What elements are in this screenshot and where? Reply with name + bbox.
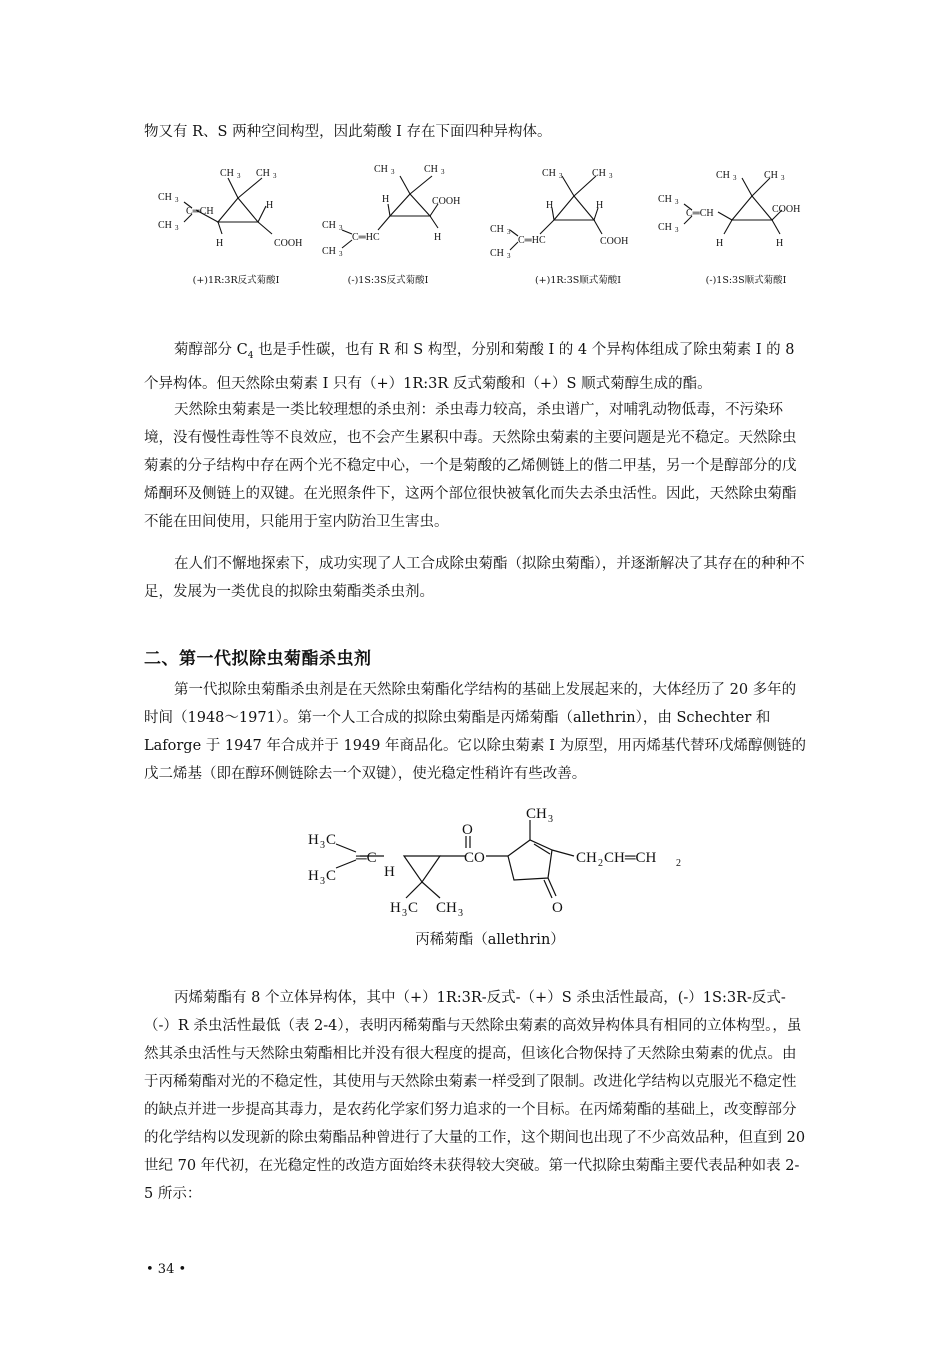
svg-text:CH: CH (374, 164, 388, 175)
isomer-4-structure (658, 170, 800, 249)
svg-text:C═HC: C═HC (352, 232, 380, 243)
svg-text:C═CH: C═CH (186, 206, 214, 217)
svg-text:CH: CH (576, 850, 597, 866)
svg-text:3: 3 (320, 840, 325, 851)
svg-text:3: 3 (548, 814, 553, 825)
svg-text:3: 3 (320, 876, 325, 887)
allethrin-caption: 丙稀菊酯（allethrin） (415, 932, 565, 948)
svg-text:CH: CH (490, 248, 504, 259)
svg-text:CH: CH (764, 170, 778, 181)
paragraph-isomers-intro: 物又有 R、S 两种空间构型，因此菊酸 I 存在下面四种异构体。 (144, 124, 552, 140)
allethrin-structure (0, 792, 952, 932)
page-number: • 34 • (146, 1262, 187, 1277)
svg-text:CH: CH (220, 168, 234, 179)
svg-text:H: H (216, 238, 224, 249)
svg-text:3: 3 (507, 228, 511, 236)
svg-text:CH: CH (542, 168, 556, 179)
svg-text:CH: CH (256, 168, 270, 179)
paragraph-allethrin-isomers: 丙烯菊酯有 8 个立体异构体，其中（+）1R:3R-反式-（+）S 杀虫活性最高，(-）1S:3R-反式-（-）R 杀虫活性最低（表 2-4），表明丙稀菊酯与天然除虫菊素的高效异构体具有相同的立体构型。，虽然其杀虫活性与天然除虫菊酯相比并没有很大程度的提高，但该化合物保持了天然除虫菊素的优点。由于丙稀菊酯对光的不稳定性，其使用与天然除虫菊素一样受到了限制。改进化学结构以克服光不稳定性的缺点并进一步提高其毒力，是农药化学家们努力追求的一个目标。在丙烯菊酯的基础上，改变醇部分的化学结构以发现新的除虫菊酯品种曾进行了大量的工作，这个期间也出现了不少高效品种，但直到 20 世纪 70 年代初，在光稳定性的改造方面始终未获得较大突破。第一代拟除虫菊酯主要代表品种如表 2-5 所示： (144, 990, 806, 1202)
paragraph-synthetic-pyrethroids: 在人们不懈地探索下，成功实现了人工合成除虫菊酯（拟除虫菊酯），并逐渐解决了其存在的种种不足，发展为一类优良的拟除虫菊酯类杀虫剂。 (144, 556, 805, 600)
svg-text:3: 3 (175, 224, 179, 232)
svg-text:C: C (408, 900, 419, 916)
svg-text:3: 3 (733, 174, 737, 182)
isomer-3-label: (+)1R:3S顺式菊酸I (534, 275, 622, 286)
svg-text:CH: CH (658, 194, 672, 205)
svg-text:3: 3 (781, 174, 785, 182)
svg-text:CH: CH (490, 224, 504, 235)
svg-text:H: H (390, 900, 401, 916)
svg-text:CH: CH (526, 806, 547, 822)
svg-text:O: O (462, 822, 473, 838)
svg-text:2: 2 (598, 858, 603, 869)
svg-text:3: 3 (175, 196, 179, 204)
svg-text:3: 3 (675, 198, 679, 206)
svg-text:O: O (552, 900, 563, 916)
svg-text:H: H (434, 232, 442, 243)
svg-text:H: H (382, 194, 390, 205)
svg-text:H: H (776, 238, 784, 249)
svg-text:3: 3 (458, 908, 463, 919)
svg-text:CH: CH (158, 220, 172, 231)
svg-text:C═HC: C═HC (518, 235, 546, 246)
svg-text:C═CH: C═CH (686, 208, 714, 219)
svg-text:CO: CO (464, 850, 485, 866)
svg-text:H: H (266, 200, 274, 211)
isomer-1-structure (158, 168, 302, 249)
svg-text:C: C (326, 832, 337, 848)
svg-text:CH: CH (436, 900, 457, 916)
svg-text:H: H (716, 238, 724, 249)
svg-text:3: 3 (339, 250, 343, 258)
svg-text:═C: ═C (356, 850, 377, 866)
svg-text:CH: CH (592, 168, 606, 179)
svg-text:CH: CH (658, 222, 672, 233)
paragraph-first-generation: 第一代拟除虫菊酯杀虫剂是在天然除虫菊酯化学结构的基础上发展起来的，大体经历了 20 多年的时间（1948～1971）。第一个人工合成的拟除虫菊酯是丙烯菊酯（allethrin），由 Schechter 和 Laforge 于 1947 年合成并于 1949 年商品化。它以除虫菊素 I 为原型，用丙烯基代替环戊烯醇侧链的戊二烯基（即在醇环侧链除去一个双键），使光稳定性稍许有些改善。 (144, 682, 806, 782)
svg-text:3: 3 (402, 908, 407, 919)
isomer-3-structure (490, 168, 628, 260)
isomer-4-label: (-)1S:3S顺式菊酸I (705, 275, 787, 286)
svg-text:H: H (308, 868, 319, 884)
svg-text:CH: CH (716, 170, 730, 181)
paragraph-natural-pyrethrins: 天然除虫菊素是一类比较理想的杀虫剂：杀虫毒力较高，杀虫谱广，对哺乳动物低毒，不污染环境，没有慢性毒性等不良效应，也不会产生累积中毒。天然除虫菊素的主要问题是光不稳定。天然除虫菊素的分子结构中存在两个光不稳定中心，一个是菊酸的乙烯侧链上的偕二甲基，另一个是醇部分的戊烯酮环及侧链上的双键。在光照条件下，这两个部位很快被氧化而失去杀虫活性。因此，天然除虫菊酯不能在田间使用，只能用于室内防治卫生害虫。 (144, 402, 797, 530)
svg-text:CH═CH: CH═CH (604, 850, 657, 866)
isomer-2-label: (-)1S:3S反式菊酸I (347, 275, 429, 286)
svg-text:3: 3 (339, 224, 343, 232)
svg-text:COOH: COOH (274, 238, 303, 249)
svg-text:H: H (596, 200, 604, 211)
svg-text:COOH: COOH (432, 196, 461, 207)
svg-text:3: 3 (273, 172, 277, 180)
svg-text:3: 3 (675, 226, 679, 234)
svg-text:CH: CH (424, 164, 438, 175)
svg-text:H: H (308, 832, 319, 848)
svg-text:COOH: COOH (772, 204, 801, 215)
svg-text:H: H (546, 200, 554, 211)
svg-text:CH: CH (322, 220, 336, 231)
svg-text:COOH: COOH (600, 236, 629, 247)
svg-text:3: 3 (559, 172, 563, 180)
svg-text:3: 3 (609, 172, 613, 180)
svg-text:CH: CH (158, 192, 172, 203)
svg-text:C: C (326, 868, 337, 884)
section-heading: 二、第一代拟除虫菊酯杀虫剂 (144, 649, 372, 669)
isomer-2-structure (322, 164, 460, 258)
svg-text:2: 2 (676, 858, 681, 869)
isomer-1-label: (+)1R:3R反式菊酸I (192, 275, 280, 286)
svg-text:3: 3 (237, 172, 241, 180)
svg-text:3: 3 (507, 252, 511, 260)
paragraph-chrysanthemol: 菊醇部分 $C_4$ 也是手性碳，也有 R 和 S 构型，分别和菊酸 I 的 4 个异构体组成了除虫菊素 I 的 8 个异构体。但天然除虫菊素 I 只有（+）1R:3R 反式菊酸和（+）S 顺式菊醇生成的酯。 (144, 342, 795, 392)
svg-text:3: 3 (441, 168, 445, 176)
svg-text:H: H (384, 864, 395, 880)
svg-text:3: 3 (391, 168, 395, 176)
svg-text:CH: CH (322, 246, 336, 257)
